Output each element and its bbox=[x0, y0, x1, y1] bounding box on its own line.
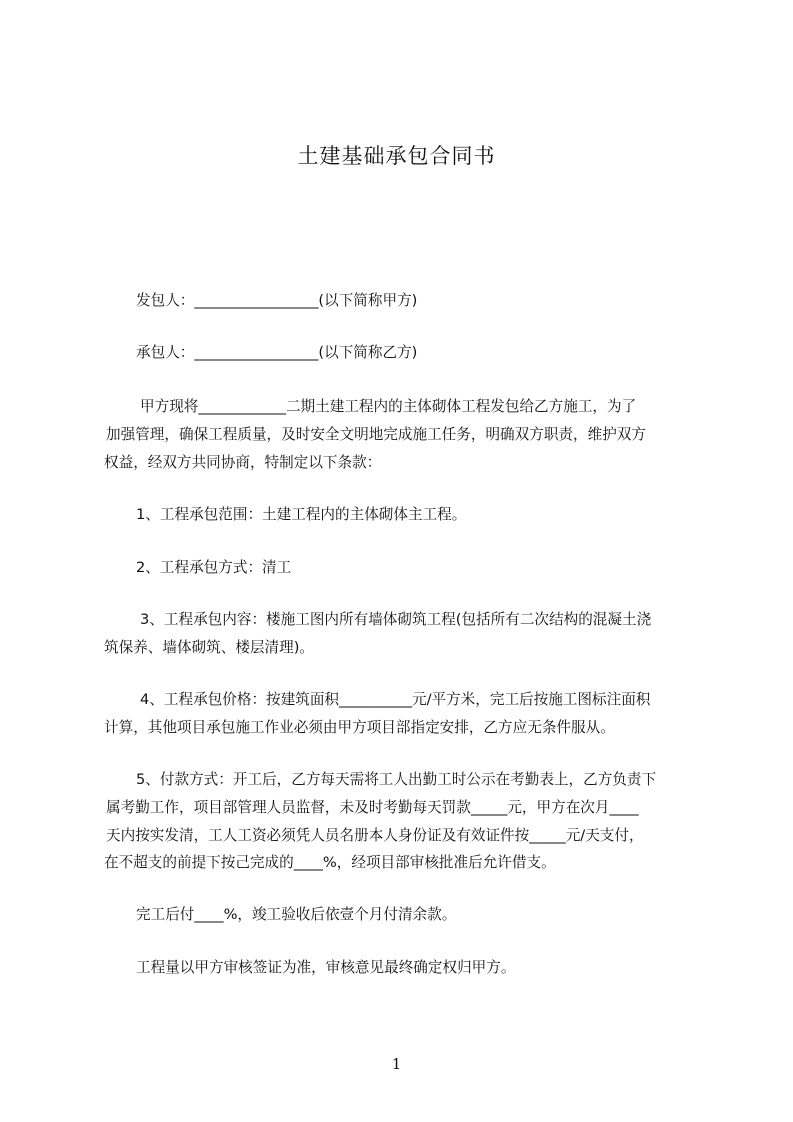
clause-5-line-4: 在不超支的前提下按己完成的____%，经项目部审核批准后允许借支。 bbox=[104, 854, 556, 871]
clause-5-line-3: 天内按实发清，工人工资必须凭人员名册本人身份证及有效证件按_____元/天支付， bbox=[106, 827, 644, 844]
party-b-line: 承包人：_________________(以下简称乙方) bbox=[136, 344, 418, 361]
completion-payment: 完工后付____%，竣工验收后依壹个月付清余款。 bbox=[136, 906, 457, 923]
clause-4-line-1: 4、工程承包价格：按建筑面积__________元/平方米，完工后按施工图标注面积 bbox=[140, 691, 651, 708]
clause-3-line-2: 筑保养、墙体砌筑、楼层清理)。 bbox=[104, 639, 315, 656]
clause-2: 2、工程承包方式：清工 bbox=[136, 559, 292, 576]
intro-line-2: 加强管理，确保工程质量，及时安全文明地完成施工任务，明确双方职责，维护双方 bbox=[106, 426, 646, 443]
intro-line-1: 甲方现将____________二期土建工程内的主体砌体工程发包给乙方施工，为了 bbox=[140, 398, 637, 415]
clause-3-line-1: 3、工程承包内容：楼施工图内所有墙体砌筑工程(包括所有二次结构的混凝土浇 bbox=[140, 611, 652, 628]
document-title: 土建基础承包合同书 bbox=[297, 144, 496, 168]
clause-5-line-1: 5、付款方式：开工后，乙方每天需将工人出勤工时公示在考勤表上，乙方负责下 bbox=[136, 771, 657, 788]
clause-5-line-2: 属考勤工作，项目部管理人员监督，未及时考勤每天罚款_____元，甲方在次月____ bbox=[106, 799, 639, 816]
clause-1: 1、工程承包范围：土建工程内的主体砌体主工程。 bbox=[136, 506, 467, 523]
quantity-note: 工程量以甲方审核签证为准，审核意见最终确定权归甲方。 bbox=[136, 959, 516, 976]
party-a-line: 发包人：_________________(以下简称甲方) bbox=[136, 292, 418, 309]
page-number: 1 bbox=[391, 1055, 402, 1073]
clause-4-line-2: 计算，其他项目承包施工作业必须由甲方项目部指定安排，乙方应无条件服从。 bbox=[104, 719, 615, 736]
intro-line-3: 权益，经双方共同协商，特制定以下条款： bbox=[104, 454, 382, 471]
